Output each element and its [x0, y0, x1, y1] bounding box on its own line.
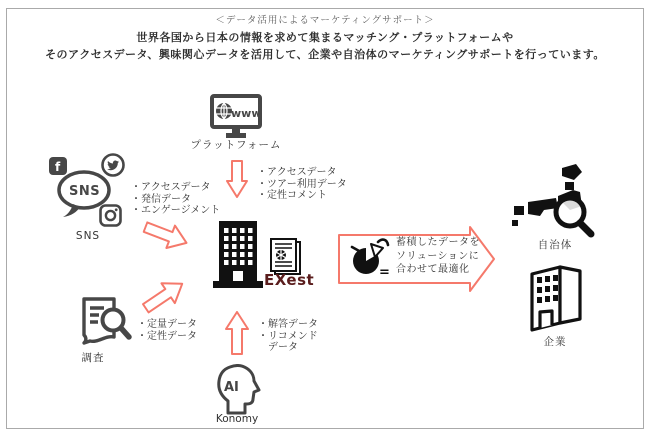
arrow-sns-to-exest — [140, 215, 192, 256]
municipality-label: 自治体 — [537, 239, 573, 251]
exest-building-icon — [212, 219, 264, 289]
arrow-survey-to-exest — [138, 272, 191, 319]
company-building-icon — [528, 260, 584, 332]
list-item: ・定性データ — [137, 330, 197, 342]
arrow-platform-to-exest — [226, 160, 248, 198]
sns-data-list — [131, 182, 220, 217]
platform-monitor-icon — [210, 94, 262, 140]
survey-label: 調査 — [81, 352, 105, 364]
list-item: ・エンゲージメント — [131, 205, 221, 216]
diagram-description-line1: 世界各国から日本の情報を求めて集まるマッチング・プラットフォームや — [136, 31, 514, 44]
konomy-data-list — [258, 319, 318, 354]
list-item: ・解答データ — [258, 319, 318, 330]
process-arrow-text — [396, 236, 480, 277]
company-label: 企業 — [543, 336, 567, 348]
list-item: ・アクセスデータ — [131, 182, 211, 193]
survey-document-magnifier-icon — [78, 296, 132, 350]
sns-label: SNS — [75, 230, 101, 242]
list-item: ・ツアー利用データ — [257, 178, 347, 190]
list-item: ・アクセスデータ — [257, 167, 337, 178]
diagram-title: ＜データ活用によるマーケティングサポート＞ — [215, 15, 435, 26]
process-line: 合わせて最適化 — [396, 264, 470, 275]
survey-data-list — [137, 319, 197, 342]
platform-data-list — [257, 167, 347, 202]
ai-head-icon — [215, 364, 263, 416]
list-item: データ — [258, 342, 298, 353]
process-line: 蓄積したデータを — [396, 237, 480, 248]
platform-label: プラットフォーム — [190, 139, 282, 151]
list-item: ・定量データ — [137, 319, 197, 330]
facebook-letter: f — [55, 160, 61, 174]
www-text: www — [231, 107, 262, 120]
sns-bubble-text: SNS — [69, 184, 101, 199]
list-item: ・リコメンド — [258, 330, 318, 342]
instagram-icon — [99, 204, 122, 227]
list-item: ・定性コメント — [257, 190, 327, 201]
equals-text: = — [379, 265, 390, 280]
process-line: ソリューションに — [396, 250, 480, 262]
ai-text: AI — [224, 380, 239, 395]
pie-chart-data-icon — [349, 238, 393, 280]
exest-label: EXest — [264, 271, 315, 289]
konomy-label: Konomy — [215, 413, 259, 425]
japan-map-magnifier-icon — [510, 162, 598, 240]
list-item: ・発信データ — [131, 193, 191, 205]
arrow-konomy-to-exest — [225, 311, 249, 355]
diagram-description-line2: そのアクセスデータ、興味関心データを活用して、企業や自治体のマーケティングサポートを行っています。 — [45, 48, 605, 61]
